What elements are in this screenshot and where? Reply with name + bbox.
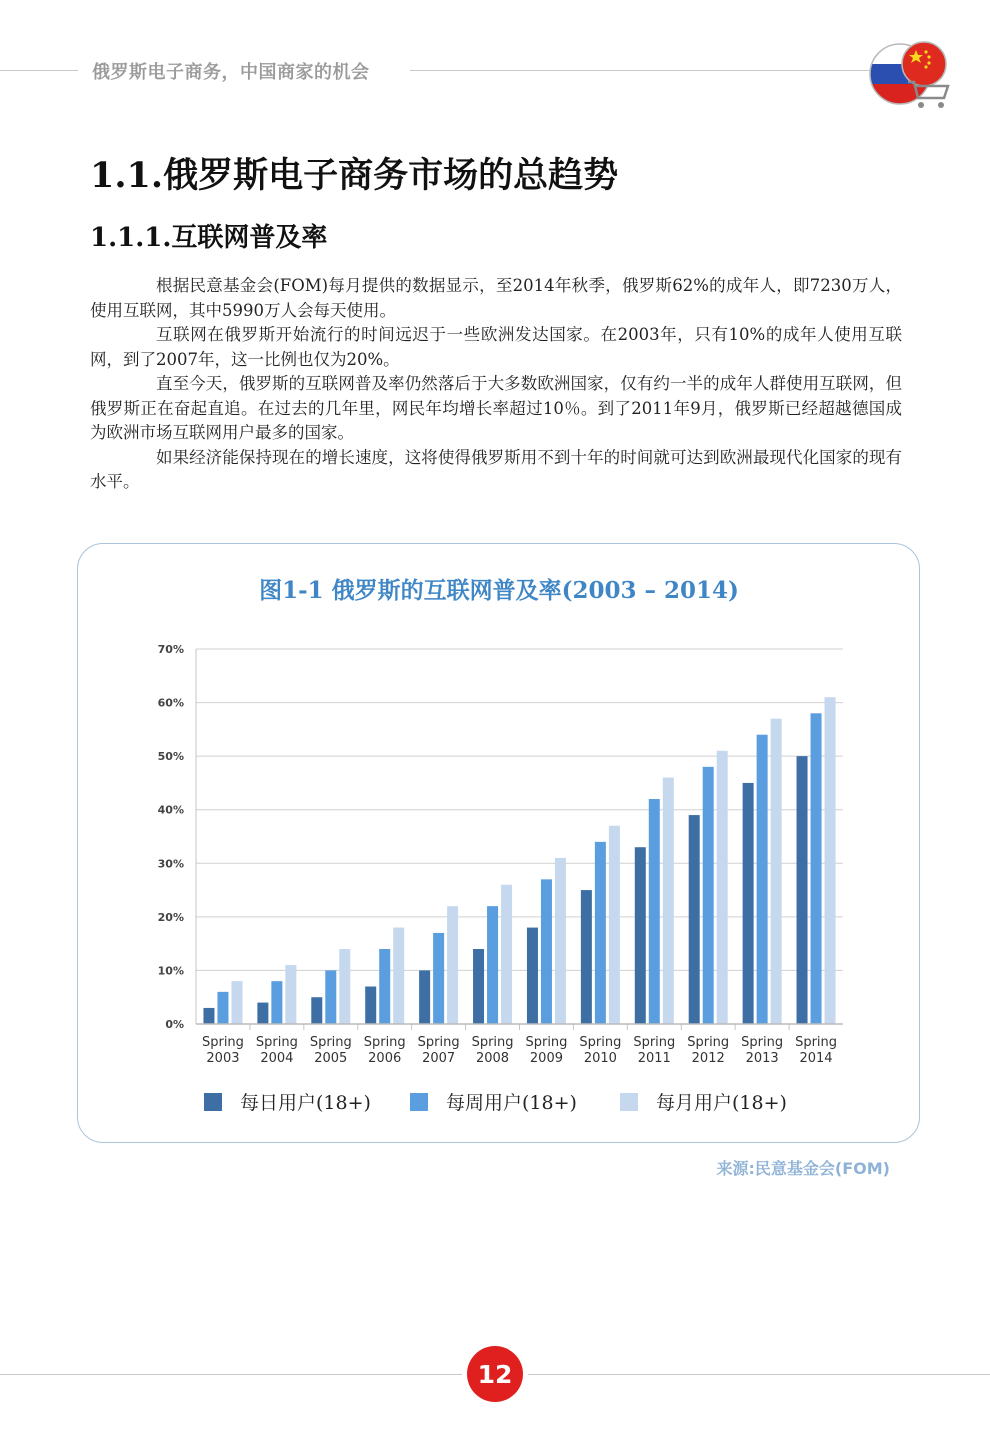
x-tick-label: Spring	[687, 1035, 730, 1050]
x-tick-label: Spring	[201, 1035, 244, 1050]
footer-rule-left	[0, 1374, 462, 1375]
bar	[663, 778, 674, 1024]
paragraph: 如果经济能保持现在的增长速度，这将使得俄罗斯用不到十年的时间就可达到欧洲最现代化国家的现有水平。	[90, 447, 902, 491]
bar	[609, 826, 620, 1024]
bar	[797, 756, 808, 1024]
source-note: 来源:民意基金会(FOM)	[716, 1159, 890, 1178]
x-tick-label: 2005	[314, 1051, 348, 1066]
x-tick-label: Spring	[741, 1035, 784, 1050]
bar	[257, 1003, 268, 1024]
legend-item-daily	[204, 1088, 371, 1115]
x-tick-label: Spring	[255, 1035, 298, 1050]
legend-swatch	[410, 1093, 428, 1111]
y-tick-label: 60%	[157, 696, 184, 710]
internet-penetration-bar-chart	[140, 635, 860, 1075]
y-tick-label: 70%	[157, 643, 184, 656]
y-tick-label: 0%	[165, 1018, 184, 1031]
x-tick-label: Spring	[525, 1035, 568, 1050]
bar	[771, 719, 782, 1024]
bar	[595, 842, 606, 1024]
bar	[527, 928, 538, 1024]
x-tick-label: 2011	[637, 1051, 671, 1066]
bar	[311, 997, 322, 1024]
bar	[541, 879, 552, 1024]
x-tick-label: Spring	[417, 1035, 460, 1050]
legend-item-monthly	[620, 1088, 787, 1115]
x-tick-label: 2014	[799, 1051, 833, 1066]
legend-label: 每日用户(18+)	[240, 1092, 371, 1114]
bar	[689, 815, 700, 1024]
x-tick-label: Spring	[471, 1035, 514, 1050]
legend-label: 每周用户(18+)	[446, 1092, 577, 1114]
bar	[285, 965, 296, 1024]
bar	[271, 981, 282, 1024]
subsection-heading: 1.1.1.互联网普及率	[90, 223, 328, 253]
bar	[555, 858, 566, 1024]
x-tick-label: 2012	[691, 1051, 725, 1066]
x-tick-label: 2009	[529, 1051, 564, 1066]
bar	[635, 847, 646, 1024]
y-tick-label: 10%	[157, 964, 184, 978]
y-tick-label: 50%	[157, 750, 184, 764]
bar	[231, 981, 242, 1024]
body-text	[90, 274, 902, 495]
header-rule-right	[410, 70, 872, 71]
russia-china-cart-logo-icon	[868, 40, 954, 112]
footer-rule-right	[528, 1374, 990, 1375]
bar	[501, 885, 512, 1024]
bar	[703, 767, 714, 1024]
section-heading: 1.1.俄罗斯电子商务市场的总趋势	[90, 155, 619, 196]
header-title: 俄罗斯电子商务，中国商家的机会	[92, 62, 370, 83]
bar	[325, 970, 336, 1024]
x-tick-label: 2007	[422, 1051, 456, 1066]
paragraph: 直至今天，俄罗斯的互联网普及率仍然落后于大多数欧洲国家，仅有约一半的成年人群使用互联网，但俄罗斯正在奋起直追。在过去的几年里，网民年均增长率超过10％。到了2011年9月，俄罗斯已经超越德国成为欧洲市场互联网用户最多的国家。	[90, 374, 902, 442]
bar	[365, 987, 376, 1025]
bar	[757, 735, 768, 1024]
x-tick-label: 2006	[368, 1051, 402, 1066]
x-tick-label: Spring	[309, 1035, 352, 1050]
bar	[717, 751, 728, 1024]
legend-swatch	[204, 1093, 222, 1111]
x-tick-label: 2010	[583, 1051, 617, 1066]
bar	[649, 799, 660, 1024]
bar	[217, 992, 228, 1024]
bar	[447, 906, 458, 1024]
bar	[487, 906, 498, 1024]
bar	[433, 933, 444, 1024]
legend-item-weekly	[410, 1088, 577, 1115]
x-tick-label: Spring	[363, 1035, 406, 1050]
page-number: 12	[467, 1346, 523, 1402]
x-tick-label: Spring	[795, 1035, 838, 1050]
x-tick-label: 2013	[745, 1051, 779, 1066]
bar	[393, 928, 404, 1024]
bar	[339, 949, 350, 1024]
bar	[473, 949, 484, 1024]
bar	[581, 890, 592, 1024]
bar	[203, 1008, 214, 1024]
header-rule-left	[0, 70, 78, 71]
x-tick-label: 2008	[475, 1051, 510, 1066]
bar	[419, 970, 430, 1024]
bar	[379, 949, 390, 1024]
x-tick-label: Spring	[579, 1035, 622, 1050]
y-tick-label: 20%	[157, 910, 184, 924]
bar	[825, 697, 836, 1024]
x-tick-label: Spring	[633, 1035, 676, 1050]
y-tick-label: 30%	[157, 857, 184, 871]
paragraph: 根据民意基金会(FOM)每月提供的数据显示，至2014年秋季，俄罗斯62%的成年人，即7230万人，使用互联网，其中5990万人会每天使用。	[90, 276, 902, 320]
y-tick-label: 40%	[157, 803, 184, 817]
x-tick-label: 2004	[260, 1051, 294, 1066]
bar	[811, 713, 822, 1024]
bar	[743, 783, 754, 1024]
chart-title: 图1-1 俄罗斯的互联网普及率(2003 – 2014)	[259, 577, 739, 604]
legend-swatch	[620, 1093, 638, 1111]
x-tick-label: 2003	[206, 1051, 240, 1066]
paragraph: 互联网在俄罗斯开始流行的时间远迟于一些欧洲发达国家。在2003年，只有10%的成年人使用互联网，到了2007年，这一比例也仅为20%。	[90, 325, 902, 369]
legend-label: 每月用户(18+)	[656, 1092, 787, 1114]
